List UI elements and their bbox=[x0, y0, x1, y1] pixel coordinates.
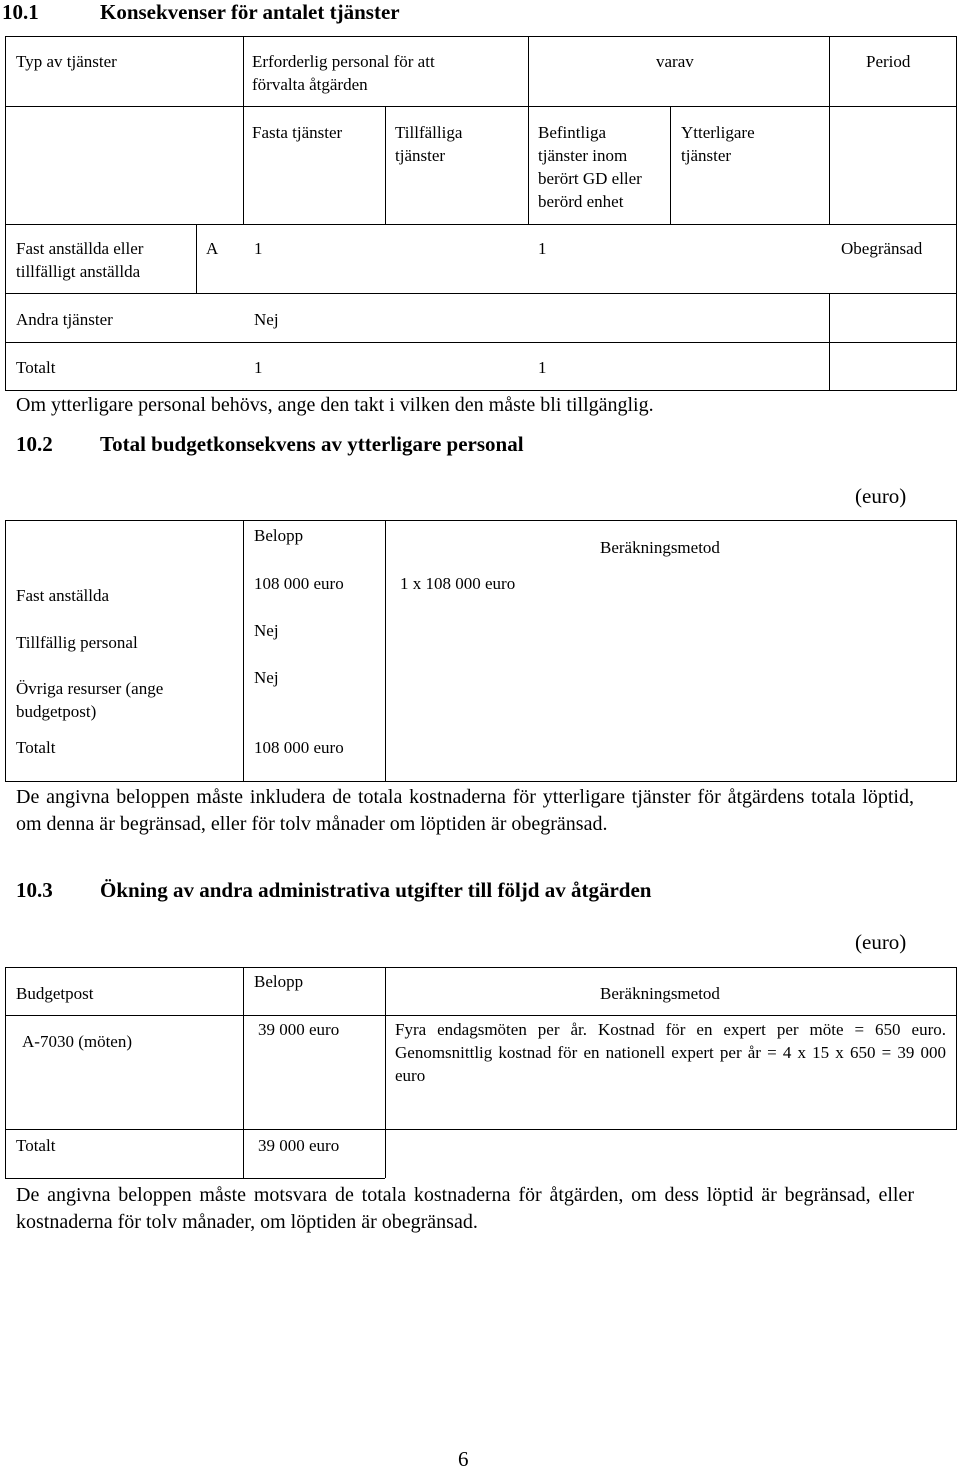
row-fast-permanent-value: 1 bbox=[254, 239, 263, 258]
subheader-additional-posts-line2: tjänster bbox=[681, 146, 732, 165]
subheader-permanent-posts: Fasta tjänster bbox=[252, 123, 343, 142]
header-type-of-posts: Typ av tjänster bbox=[16, 52, 117, 71]
row-fast-grade: A bbox=[206, 239, 219, 258]
section-10-2-note: De angivna beloppen måste inkludera de totala kostnaderna för ytterligare tjänster för åtgärdens totala löptid, om denna är begränsad, eller för tolv månader om löptiden är obegränsad. bbox=[16, 786, 914, 835]
header-calculation-method: Beräkningsmetod bbox=[600, 984, 720, 1003]
row-temporary-staff-label: Tillfällig personal bbox=[16, 633, 138, 652]
section-10-1-number: 10.1 bbox=[2, 0, 39, 24]
subheader-existing-posts-line3: berört GD eller bbox=[538, 169, 642, 188]
header-varav: varav bbox=[656, 52, 694, 71]
header-required-staff-line1: Erforderlig personal för att bbox=[252, 52, 435, 71]
row-other-resources-label-line1: Övriga resurser (ange bbox=[16, 679, 164, 698]
subheader-existing-posts-line4: berörd enhet bbox=[538, 192, 624, 211]
row-temporary-staff-amount: Nej bbox=[254, 621, 279, 640]
row-permanent-staff-label: Fast anställda bbox=[16, 586, 110, 605]
row-total-amount: 108 000 euro bbox=[254, 738, 344, 757]
row-other-posts-value: Nej bbox=[254, 310, 279, 329]
header-budget-item: Budgetpost bbox=[16, 984, 94, 1003]
row-permanent-staff-method: 1 x 108 000 euro bbox=[400, 574, 516, 593]
section-10-3-title: Ökning av andra administrativa utgifter till följd av åtgärden bbox=[100, 878, 652, 902]
row-fast-period: Obegränsad bbox=[841, 239, 923, 258]
section-10-2-number: 10.2 bbox=[16, 432, 53, 456]
row-total-label: Totalt bbox=[16, 358, 56, 377]
subheader-additional-posts-line1: Ytterligare bbox=[681, 123, 755, 142]
header-amount: Belopp bbox=[254, 526, 304, 545]
row-other-resources-label-line2: budgetpost) bbox=[16, 702, 97, 721]
header-period: Period bbox=[866, 52, 911, 71]
subheader-temporary-posts-line2: tjänster bbox=[395, 146, 446, 165]
row-other-resources-amount: Nej bbox=[254, 668, 279, 687]
subheader-existing-posts-line2: tjänster inom bbox=[538, 146, 628, 165]
subheader-temporary-posts-line1: Tillfälliga bbox=[395, 123, 463, 142]
section-10-3-number: 10.3 bbox=[16, 878, 53, 902]
section-10-1-note: Om ytterligare personal behövs, ange den takt i vilken den måste bli tillgänglig. bbox=[16, 394, 654, 416]
header-calculation-method: Beräkningsmetod bbox=[600, 538, 720, 557]
row-total-permanent-value: 1 bbox=[254, 358, 263, 377]
header-required-staff-line2: förvalta åtgärden bbox=[252, 75, 368, 94]
row-other-posts-label: Andra tjänster bbox=[16, 310, 113, 329]
row-fast-existing-value: 1 bbox=[538, 239, 547, 258]
row-meetings-amount: 39 000 euro bbox=[258, 1020, 340, 1039]
section-10-2-title: Total budgetkonsekvens av ytterligare personal bbox=[100, 432, 524, 456]
row-meetings-method: Fyra endagsmöten per år. Kostnad för en expert per möte = 650 euro. Genomsnittlig kostnad för en nationell expert per år = 4 x 15 x 650 = 39 000 euro bbox=[395, 1020, 946, 1085]
row-fast-label-line2: tillfälligt anställda bbox=[16, 262, 141, 281]
row-total-existing-value: 1 bbox=[538, 358, 547, 377]
section-10-3-unit: (euro) bbox=[855, 930, 907, 954]
section-10-3-note: De angivna beloppen måste motsvara de totala kostnaderna för åtgärden, om dess löptid är begränsad, eller kostnaderna för tolv månader, om löptiden är obegränsad. bbox=[16, 1184, 914, 1233]
row-permanent-staff-amount: 108 000 euro bbox=[254, 574, 344, 593]
row-total-label: Totalt bbox=[16, 1136, 56, 1155]
section-10-1-title: Konsekvenser för antalet tjänster bbox=[100, 0, 400, 24]
row-fast-label-line1: Fast anställda eller bbox=[16, 239, 144, 258]
row-meetings-label: A-7030 (möten) bbox=[22, 1032, 133, 1051]
page-number: 6 bbox=[458, 1447, 469, 1471]
section-10-2-unit: (euro) bbox=[855, 484, 907, 508]
subheader-existing-posts-line1: Befintliga bbox=[538, 123, 606, 142]
row-total-label: Totalt bbox=[16, 738, 56, 757]
row-total-amount: 39 000 euro bbox=[258, 1136, 340, 1155]
header-amount: Belopp bbox=[254, 972, 304, 991]
